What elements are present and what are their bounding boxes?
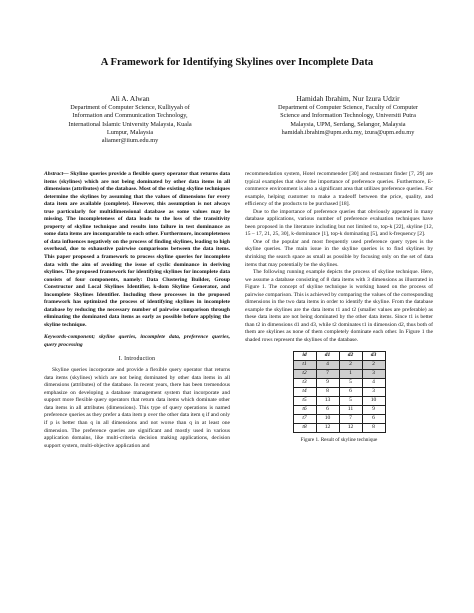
row-id-cell: t6 [293, 405, 316, 414]
table-cell: 1 [339, 369, 362, 378]
row-id-cell: t1 [293, 360, 316, 369]
table-body [293, 360, 385, 432]
skyline-table [293, 351, 386, 433]
abstract-text: Skyline queries provide a flexible query operator that returns data items (skylines) which are not being dominated by other data items in all dimensions (attributes) of the database. Most of the existing skyline techniques determine the skylines by assuming that the values of dimensions for every data item are available (complete). However, this assumption is not always true particularly for multidimensional database as some values may be missing. The incompleteness of data leads to the loss of the transitivity property of skyline technique and results into failure in test dominance as some data items are incomparable to each other. Furthermore, incompleteness of data influences negatively on the process of finding skylines, leading to high overhead, due to exhaustive pairwise comparisons between the data items. This paper proposed a framework to process skyline queries for incomplete data with the aim of avoiding the issue of cyclic dominance in deriving skylines. The proposed framework for identifying skylines for incomplete data consists of four components, namely: Data Clustering Builder, Group Constructor and Local Skylines Identifier, k-dom Skyline Generator, and Incomplete Skylines Identifier. Including these processes in the proposed framework has optimized the process of identifying skylines in incomplete database by reducing the necessary number of pairwise comparison through eliminating the dominated data items as early as possible before applying the skyline technique. [44, 171, 230, 328]
affiliation-line: Information and Communication Technology, [72, 112, 188, 120]
row-id-cell: t3 [293, 378, 316, 387]
table-cell: 3 [362, 387, 385, 396]
author-name: Hamidah Ibrahim, Nur Izura Udzir [296, 94, 400, 103]
table-row [293, 405, 385, 414]
affiliation-line: Department of Computer Science, Kulliyyah of [70, 104, 190, 112]
keywords: Keywords-component; skyline queries, incomplete data, preference queries, query processing [44, 334, 230, 349]
body-paragraph: Due to the importance of preference queries that obviously appeared in many database applications, various number of preference evaluation techniques have been proposed in the literature including but not limited to, top-k [22], skyline [12, 15 – 17, 21, 25, 30], k-dominance [1], top-k dominating [5], and k-frequency [2]. [245, 208, 433, 238]
body-paragraph: recommendation system, Hotel recommender [30] and restaurant finder [7, 29] are typical examples that show the importance of preference queries. Furthermore, E-commerce environment is also a significant area that utilizes preference queries. For example, helping customer to make a tradeoff between the price, quality, and efficiency of the products to be purchased [18]. [245, 171, 433, 208]
table-cell: 12 [339, 423, 362, 432]
author-email: aliamer@iium.edu.my [101, 137, 159, 145]
figure-caption: Figure 1. Result of skyline technique [300, 436, 378, 443]
author-email: hamidah.ibrahim@upm.edu.my, izura@upm.edu.my [281, 128, 415, 136]
table-cell: 6 [316, 405, 339, 414]
left-column [44, 171, 230, 450]
table-cell: 2 [362, 360, 385, 369]
row-id-cell: t4 [293, 387, 316, 396]
row-id-cell: t5 [293, 396, 316, 405]
affiliation-line: Malaysia, UPM, Serdang, Selangor, Malaysia [290, 120, 406, 128]
table-cell: 7 [316, 369, 339, 378]
table-cell: 9 [316, 378, 339, 387]
table-cell: 6 [339, 387, 362, 396]
table-row [293, 369, 385, 378]
row-id-cell: t2 [293, 369, 316, 378]
table-row [293, 378, 385, 387]
table-cell: 2 [339, 360, 362, 369]
column-header: d1 [316, 351, 339, 360]
affiliation-line: International Islamic University Malaysia, Kuala [68, 120, 192, 128]
row-id-cell: t7 [293, 414, 316, 423]
table-cell: 5 [339, 396, 362, 405]
table-cell: 10 [362, 396, 385, 405]
table-row [293, 396, 385, 405]
table-cell: 12 [316, 423, 339, 432]
affiliation-line: Lumpur, Malaysia [106, 128, 154, 136]
section-heading: I. Introduction [118, 355, 156, 362]
body-paragraph: The following running example depicts the process of skyline technique. Here, we assume a database consisting of 8 data items with 3 dimensions as illustrated in Figure 1. The concept of skyline technique is working based on the process of pairwise comparison. This is achieved by comparing the values of the corresponding dimensions in the two data items in order to identify the skyline. From the database example the skylines are the data items t1 and t2 (smaller values are preferable) as these data items are not being dominated by the other data items. Since t1 is better than t2 in dimensions d1 and d3, while t2 dominates t1 in dimension d2, thus both of them are skylines as none of them completely dominate each other. In Figure 1 the shaded rows represent the skylines of the database. [245, 269, 433, 344]
table-header-row [293, 351, 385, 360]
column-header: d3 [362, 351, 385, 360]
author-block-1 [40, 95, 220, 145]
table-cell: 4 [362, 378, 385, 387]
table-row [293, 423, 385, 432]
body-paragraph: One of the popular and most frequently used preference query types is the skyline queries. The main issue in the skyline queries is to find skylines by shrinking the search space as small as possible by focusing only on the set of data items that may potentially be the skylines. [245, 238, 433, 268]
table-cell: 6 [362, 414, 385, 423]
table-cell: 13 [316, 396, 339, 405]
intro-paragraph: Skyline queries incorporate and provide a flexible query operator that returns data items (skylines) which are not being dominated by other data items in all dimensions (attributes) of the database. In recent years, there has been tremendous emphasize on developing a database management system that incorporate and support more flexible query operators that return data items which dominate other data items in all attributes (dimensions). This type of query operations is named preference queries as they prefer a data item p over the other data item q if and only if p is better than q in all dimensions and not worse than q in at least one dimension. The preference queries are significant and mostly used in various application domains, like multi-criteria decision making applications, decision support system, multi-objective application and [44, 367, 230, 449]
table-cell: 3 [362, 369, 385, 378]
table-cell: 9 [362, 405, 385, 414]
author-name: Ali A. Alwan [110, 94, 150, 103]
column-header: d2 [339, 351, 362, 360]
author-block-2 [248, 95, 448, 137]
table-cell: 10 [316, 414, 339, 423]
table-row [293, 387, 385, 396]
table-cell: 5 [339, 378, 362, 387]
paper-title: A Framework for Identifying Skylines over Incomplete Data [100, 57, 374, 68]
affiliation-line: Department of Computer Science, Faculty of Computer [277, 104, 419, 112]
table-cell: 11 [339, 405, 362, 414]
column-header: id [293, 351, 316, 360]
table-row [293, 414, 385, 423]
table-cell: 7 [339, 414, 362, 423]
table-cell: 4 [316, 360, 339, 369]
right-column [245, 171, 433, 444]
abstract [44, 171, 230, 329]
row-id-cell: t8 [293, 423, 316, 432]
table-row [293, 360, 385, 369]
affiliation-line: Science and Information Technology, Universiti Putra [280, 112, 416, 120]
abstract-lead: Abstract— [44, 171, 69, 177]
table-cell: 8 [316, 387, 339, 396]
table-cell: 8 [362, 423, 385, 432]
